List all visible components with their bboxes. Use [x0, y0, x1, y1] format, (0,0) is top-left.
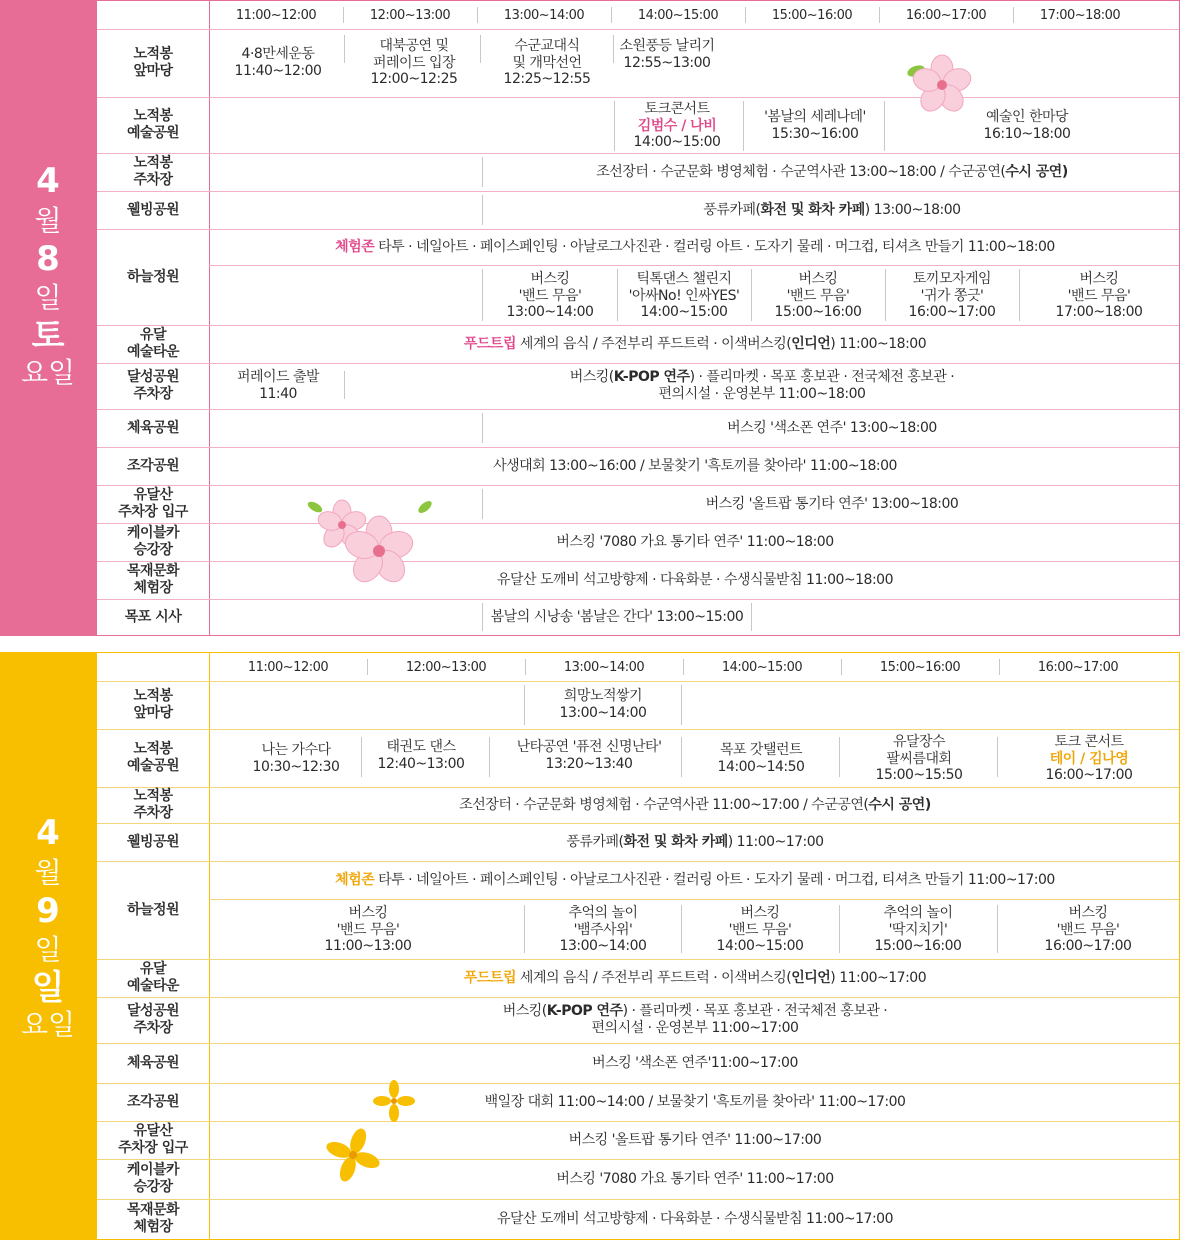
place-label: 노적봉 앞마당 — [133, 688, 173, 721]
cell-divider — [482, 489, 483, 519]
header-divider — [525, 659, 526, 675]
cell-divider — [743, 101, 744, 151]
cell-divider — [361, 737, 362, 777]
event-text: 조선장터 · 수군문화 병영체험 · 수군역사관 11:00~17:00 / 수군공연( — [459, 796, 869, 813]
event-cell: 사생대회 13:00~16:00 / 보물찾기 '흑토끼를 찾아라' 11:00~18:00 — [493, 457, 897, 474]
time-slot-header: 14:00~15:00 — [721, 659, 803, 675]
place-label: 유달 예술타운 — [126, 961, 180, 994]
event-emphasis: 수시 공연 — [1005, 163, 1062, 180]
time-slot-header: 12:00~13:00 — [405, 659, 487, 675]
time-slot-header: 16:00~17:00 — [1037, 659, 1119, 675]
cell-divider — [613, 35, 614, 63]
forsythia-flower-icon — [323, 1123, 383, 1187]
event-text: 세계의 음식 / 주전부리 푸드트럭 · 이색버스킹( — [515, 969, 792, 986]
event-text: ) 11:00~17:00 — [830, 969, 927, 986]
place-label: 노적봉 주차장 — [133, 788, 173, 821]
event-cell: 버스킹 '밴드 무음' 11:00~13:00 — [324, 904, 412, 955]
place-label: 체육공원 — [126, 419, 180, 436]
event-cell: 틱톡댄스 챌린지 '아싸No! 인싸YES' 14:00~15:00 — [628, 270, 740, 321]
place-label: 조각공원 — [126, 1093, 180, 1110]
time-slot-header: 16:00~17:00 — [905, 7, 987, 23]
event-cell: 희망노적쌓기 13:00~14:00 — [559, 688, 647, 721]
cell-divider — [489, 737, 490, 777]
cell-divider — [482, 603, 483, 631]
day1-date-band — [0, 0, 96, 636]
event-cell: 버스킹 '밴드 무음' 17:00~18:00 — [1055, 270, 1143, 321]
event-cell: 추억의 놀이 '딱지치기' 15:00~16:00 — [874, 904, 962, 955]
performer-names: 테이 / 김나영 — [1049, 750, 1129, 767]
cell-divider — [885, 269, 886, 321]
event-cell: 버스킹 '밴드 무음' 15:00~16:00 — [774, 270, 862, 321]
place-label: 케이블카 승강장 — [126, 1162, 180, 1195]
event-title: 토크콘서트 — [644, 100, 710, 117]
place-label: 노적봉 주차장 — [133, 155, 173, 188]
cell-divider — [681, 737, 682, 777]
cell-divider — [524, 905, 525, 953]
performer-names: 김범수 / 나비 — [637, 117, 717, 134]
event-cell: 조선장터 · 수군문화 병영체험 · 수군역사관 13:00~18:00 / 수군공연(수시 공연) — [596, 163, 1068, 180]
event-cell — [347, 363, 1177, 409]
cell-divider — [482, 269, 483, 321]
event-text: ) 11:00~18:00 — [830, 335, 927, 352]
event-text: ) 13:00~18:00 — [864, 201, 961, 218]
place-label: 조각공원 — [126, 457, 180, 474]
event-cell: 백일장 대회 11:00~14:00 / 보물찾기 '흑토끼를 찾아라' 11:00~17:00 — [484, 1093, 906, 1110]
event-cell: 버스킹 '밴드 무음' 16:00~17:00 — [1044, 904, 1132, 955]
time-slot-header: 15:00~16:00 — [879, 659, 961, 675]
event-cell: 목포 갓탤런트 14:00~14:50 — [717, 742, 805, 775]
cell-divider — [681, 685, 682, 725]
cell-divider — [524, 685, 525, 725]
event-text: ) · 플리마켓 · 목포 홍보관 · 전국체전 홍보관 · 편의시설 · 운영본부 11:00~17:00 — [591, 1003, 888, 1036]
month-unit: 월 — [34, 203, 62, 237]
month-number: 4 — [36, 161, 60, 201]
event-cell: 버스킹 '색소폰 연주'11:00~17:00 — [592, 1054, 798, 1071]
event-emphasis: 화전 및 화차 카페 — [760, 201, 865, 218]
place-label: 달성공원 주차장 — [126, 369, 180, 402]
talk-concert-cell — [999, 731, 1179, 787]
event-cell: 추억의 놀이 '뱀주사위' 13:00~14:00 — [559, 904, 647, 955]
header-divider — [343, 7, 344, 23]
cherry-blossom-icon — [902, 51, 982, 115]
place-label: 달성공원 주차장 — [126, 1003, 180, 1036]
month-unit: 월 — [34, 855, 62, 889]
day2-date-label — [0, 812, 96, 1039]
time-slot-header: 11:00~12:00 — [235, 7, 317, 23]
header-divider — [999, 659, 1000, 675]
cell-divider — [344, 35, 345, 63]
event-cell: 태권도 댄스 12:40~13:00 — [377, 739, 465, 772]
event-emphasis: 수시 공연 — [868, 796, 925, 813]
cell-divider — [997, 905, 998, 953]
event-cell: 버스킹 '7080 가요 통기타 연주' 11:00~17:00 — [556, 1170, 834, 1187]
row-divider — [97, 97, 1179, 98]
event-emphasis: 인디언 — [791, 969, 831, 986]
row-divider — [97, 29, 1179, 30]
experience-zone-cell — [209, 861, 1180, 899]
day1-date-label — [0, 160, 96, 387]
event-text: 버스킹( — [569, 369, 614, 386]
header-divider — [1013, 7, 1014, 23]
event-text: 풍류카페( — [566, 833, 624, 850]
header-divider — [477, 7, 478, 23]
food-trip-cell — [209, 959, 1180, 997]
event-cell: 유달산 도깨비 석고방향제 · 다육화분 · 수생식물받침 11:00~17:00 — [497, 1210, 893, 1227]
event-cell: 유달장수 팔씨름대회 15:00~15:50 — [875, 733, 963, 784]
zone-label: 체험존 — [335, 871, 375, 888]
header-divider — [841, 659, 842, 675]
event-cell: 버스킹 '7080 가요 통기타 연주' 11:00~18:00 — [556, 533, 834, 550]
event-emphasis: 화전 및 화차 카페 — [623, 833, 728, 850]
event-text: 타투 · 네일아트 · 페이스페인팅 · 아날로그사진관 · 컬러링 아트 · 도자기 물레 · 머그컵, 티셔츠 만들기 11:00~17:00 — [374, 871, 1055, 888]
place-label: 노적봉 예술공원 — [126, 741, 180, 774]
cell-divider — [839, 737, 840, 777]
place-label: 하늘정원 — [126, 901, 180, 918]
time-slot-header: 14:00~15:00 — [637, 7, 719, 23]
event-cell: 버스킹 '올트팝 통기타 연주' 13:00~18:00 — [705, 495, 959, 512]
zone-label: 푸드트립 — [463, 335, 516, 352]
day-unit: 일 — [34, 281, 62, 314]
time-slot-header: 15:00~16:00 — [771, 7, 853, 23]
event-cell: 봄날의 시낭송 '봄날은 간다' 13:00~15:00 — [490, 608, 744, 625]
event-title: 토크 콘서트 — [1054, 733, 1124, 750]
header-divider — [683, 659, 684, 675]
cell-divider — [839, 905, 840, 953]
event-cell — [483, 191, 1180, 229]
cell-divider — [344, 371, 345, 399]
place-label: 노적봉 예술공원 — [126, 108, 180, 141]
event-cell: 버스킹 '올트팝 통기타 연주' 11:00~17:00 — [568, 1131, 822, 1148]
event-cell — [209, 823, 1180, 861]
weekday: 토 — [31, 316, 65, 356]
day-number: 9 — [36, 890, 60, 931]
cell-divider — [482, 157, 483, 187]
event-text: 조선장터 · 수군문화 병영체험 · 수군역사관 13:00~18:00 / 수군공연( — [596, 163, 1006, 180]
cell-divider — [681, 905, 682, 953]
cell-divider — [614, 101, 615, 151]
event-emphasis: 인디언 — [791, 335, 831, 352]
place-label: 웰빙공원 — [126, 833, 180, 850]
event-emphasis: K-POP 연주 — [546, 1003, 623, 1020]
zone-label: 체험존 — [335, 238, 375, 255]
time-slot-header: 12:00~13:00 — [369, 7, 451, 23]
event-emphasis: K-POP 연주 — [613, 369, 690, 386]
header-divider — [745, 7, 746, 23]
place-label: 하늘정원 — [126, 268, 180, 285]
zone-label: 푸드트립 — [463, 969, 516, 986]
place-label: 목재문화 체험장 — [126, 1202, 180, 1235]
day2-date-band — [0, 652, 96, 1240]
day-number: 8 — [36, 238, 60, 279]
time-slot-header: 13:00~14:00 — [503, 7, 585, 23]
event-cell: 4·8만세운동 11:40~12:00 — [234, 46, 322, 79]
day2-table — [96, 652, 1180, 1240]
time-slot-header: 17:00~18:00 — [1039, 7, 1121, 23]
cell-divider — [1019, 269, 1020, 321]
cell-divider — [482, 413, 483, 443]
event-text: 타투 · 네일아트 · 페이스페인팅 · 아날로그사진관 · 컬러링 아트 · 도자기 물레 · 머그컵, 티셔츠 만들기 11:00~18:00 — [374, 238, 1055, 255]
event-cell: '봄날의 세레나데' 15:30~16:00 — [764, 109, 866, 142]
cell-divider — [751, 269, 752, 321]
day1-table — [96, 0, 1180, 636]
header-divider — [879, 7, 880, 23]
event-time: 16:00~17:00 — [1045, 767, 1133, 784]
cell-divider — [617, 269, 618, 321]
time-slot-header: 11:00~12:00 — [247, 659, 329, 675]
place-label: 목재문화 체험장 — [126, 563, 180, 596]
day2-schedule — [0, 652, 1180, 1240]
event-cell: 나는 가수다 10:30~12:30 — [252, 742, 340, 775]
event-cell: 난타공연 '퓨전 신명난타' 13:20~13:40 — [516, 739, 662, 772]
weekday: 일 — [31, 968, 65, 1008]
event-text: ) · 플리마켓 · 목포 홍보관 · 전국체전 홍보관 · 편의시설 · 운영본부 11:00~18:00 — [658, 369, 955, 402]
cell-divider — [480, 35, 481, 63]
event-cell: 버스킹 '색소폰 연주' 13:00~18:00 — [727, 419, 937, 436]
event-cell: 토끼모자게임 '귀가 쫑긋' 16:00~17:00 — [908, 270, 996, 321]
event-cell: 버스킹 '밴드 무음' 14:00~15:00 — [716, 904, 804, 955]
event-cell: 유달산 도깨비 석고방향제 · 다육화분 · 수생식물받침 11:00~18:00 — [497, 571, 893, 588]
event-text: ) 11:00~17:00 — [727, 833, 824, 850]
event-cell — [209, 997, 1180, 1043]
row-divider — [209, 899, 1179, 900]
cell-divider — [751, 603, 752, 631]
place-label: 체육공원 — [126, 1054, 180, 1071]
place-label: 유달 예술타운 — [126, 327, 180, 360]
event-cell: 대북공연 및 퍼레이드 입장 12:00~12:25 — [370, 37, 458, 88]
cell-divider — [997, 737, 998, 777]
cell-divider — [482, 195, 483, 225]
place-label: 웰빙공원 — [126, 201, 180, 218]
place-label: 유달산 주차장 입구 — [118, 1123, 188, 1156]
place-label: 노적봉 앞마당 — [133, 46, 173, 79]
day-unit: 일 — [34, 933, 62, 966]
cherry-blossom-icon — [297, 493, 447, 593]
event-cell: 조선장터 · 수군문화 병영체험 · 수군역사관 11:00~17:00 / 수군공연(수시 공연) — [459, 796, 931, 813]
time-slot-header: 13:00~14:00 — [563, 659, 645, 675]
event-text: 풍류카페( — [703, 201, 761, 218]
event-cell: 퍼레이드 출발 11:40 — [236, 369, 320, 402]
food-trip-cell — [209, 325, 1180, 363]
event-cell: 수군교대식 및 개막선언 12:25~12:55 — [503, 37, 591, 88]
event-cell: 버스킹 '밴드 무음' 13:00~14:00 — [506, 270, 594, 321]
forsythia-flower-icon — [369, 1079, 419, 1123]
event-time: 14:00~15:00 — [633, 134, 721, 151]
event-cell: 소원풍등 날리기 12:55~13:00 — [619, 38, 715, 71]
place-label: 케이블카 승강장 — [126, 525, 180, 558]
header-divider — [611, 7, 612, 23]
talk-concert-cell — [615, 99, 739, 153]
experience-zone-cell — [209, 229, 1180, 265]
cell-divider — [884, 101, 885, 151]
row-divider — [97, 729, 1179, 730]
header-divider — [367, 659, 368, 675]
event-text: 세계의 음식 / 주전부리 푸드트럭 · 이색버스킹( — [515, 335, 792, 352]
event-cell: 예술인 한마당 16:10~18:00 — [983, 109, 1071, 142]
weekday-unit: 요일 — [20, 1007, 76, 1041]
place-label: 목포 시사 — [124, 608, 182, 625]
month-number: 4 — [36, 813, 60, 853]
weekday-unit: 요일 — [20, 355, 76, 389]
place-label: 유달산 주차장 입구 — [118, 487, 188, 520]
event-text: 버스킹( — [502, 1003, 547, 1020]
row-divider — [209, 265, 1179, 266]
